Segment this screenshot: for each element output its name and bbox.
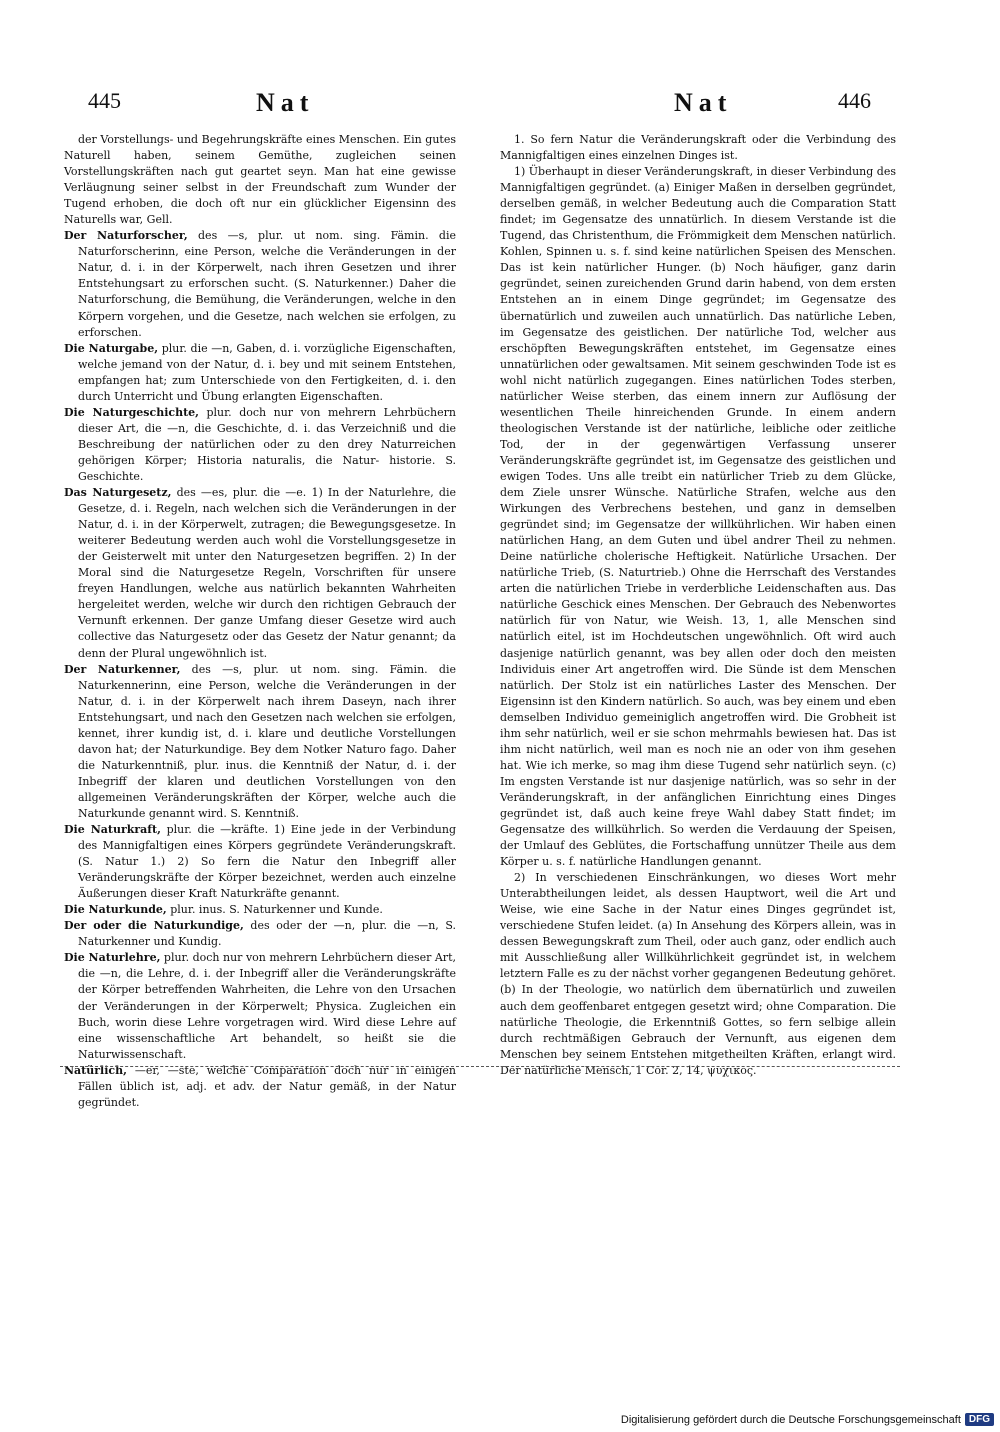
dictionary-entry [64, 1063, 456, 1111]
dictionary-entry [64, 950, 456, 1062]
text-paragraph: 1) Überhaupt in dieser Veränderungskraft, in dieser Verbindung des Mannigfaltigen gegründet. (a) Einiger Maßen in derselben gegründet, derselben gemäß, in welcher Bedeutung auch die Comparation Statt findet; im Gegensatze des unnatürlich. In diesem Verstande ist die Tugend, das Christenthum, die Frömmigkeit dem Menschen natürlich. Kohlen, Spinnen u. s. f. sind keine natürlichen Speisen des Menschen. Das ist kein natürlicher Hunger. (b) Noch häufiger, ganz darin gegründet, seinen zureichenden Grund darin habend, von dem ersten Entstehen an in einem Dinge gegründet; im Gegensatze des übernatürlich und zuweilen auch unnatürlich. Das natürliche Leben, im Gegensatze des geistlichen. Der natürliche Tod, welcher aus erschöpften Bewegungskräften entstehet, im Gegensatze eines unnatürlichen oder gewaltsamen. Mit seinem geschwinden Tode ist es wohl nicht natürlich zugegangen. Eines natürlichen Todes sterben, natürlicher Weise sterben, das einem innern zur Auflösung der wesentlichen Theile hinreichenden Grunde. In einem andern theologischen Verstande ist der natürliche, leibliche oder zeitliche Tod, der in der gegenwärtigen Verfassung unserer Veränderungskräfte gegründet ist, im Gegensatze des geistlichen und ewigen Todes. Uns alle treibt ein natürlicher Trieb zu dem Glücke, dem Ziele unsrer Wünsche. Natürliche Strafen, welche aus den Wirkungen des Verbrechens bestehen, und ganz in demselben gegründet sind; im Gegensatze der willkührlichen. Wir haben einen natürlichen Hang, an dem Guten und übel andrer Theil zu nehmen. Deine natürliche cholerische Heftigkeit. Natürliche Ursachen. Der natürliche Trieb, (S. Naturtrieb.) Ohne die Herrschaft des Verstandes arten die natürlichen Triebe in verderbliche Leidenschaften aus. Das natürliche Geschick eines Menschen. Der Gebrauch des Nebenwortes natürlich für von Natur, wie Weish. 13, 1, alle Menschen sind natürlich eitel, ist im Hochdeutschen ungewöhnlich. Oft wird auch dasjenige natürlich genannt, was bey allen oder doch den meisten Individuis einer Art angetroffen wird. Die Sünde ist dem Menschen natürlich. Der Stolz ist ein natürliches Laster des Menschen. Der Eigensinn ist den Kindern natürlich. So auch, was bey einem und eben demselben Individuo gemeiniglich angetroffen wird. Die Grobheit ist ihm sehr natürlich, weil er sie schon mehrmahls bewiesen hat. Das ist ihm nicht natürlich, weil man es noch nie an oder von ihm gesehen hat. Wie ich merke, so mag ihm diese Tugend sehr natürlich seyn. (c) Im engsten Verstande ist nur dasjenige natürlich, was so sehr in der Veränderungskraft, in der anfänglichen Einrichtung eines Dinges gegründet ist, daß auch keine freye Wahl dabey Statt findet; im Gegensatze des willkührlich. So werden die Verdauung der Speisen, der Umlauf des Geblütes, die Fortschaffung unnützer Theile aus dem Körper u. s. f. natürliche Handlungen genannt. [500, 165, 896, 869]
entry-headword: Der Naturforscher, [64, 229, 188, 243]
entry-definition: plur. doch nur von mehrern Lehrbüchern dieser Art, die —n, die Lehre, d. i. der Inbegriff aller die Veränderungskräfte der Körper betreffenden Wahrheiten, die Lehre von den Ursachen der Veränderungen in der Körperwelt; Physica. Zugleichen ein Buch, worin diese Lehre vorgetragen wird. Wird diese Lehre auf eine wissenschaftliche Art behandelt, so heißt sie die Naturwissenschaft. [78, 951, 456, 1061]
dictionary-entry [64, 485, 456, 662]
dictionary-entry [64, 405, 456, 485]
entry-definition: des —es, plur. die —e. 1) In der Naturlehre, die Gesetze, d. i. Regeln, nach welchen sich die Veränderungen in der Natur, d. i. in der Körperwelt, zutragen; die Bewegungsgesetze. In weiterer Bedeutung werden auch wohl die Vorstellungsgesetze in der Geisterwelt mit unter den Naturgesetzen begriffen. 2) In der Moral sind die Naturgesetze Regeln, Vorschriften für unsere freyen Handlungen, welche aus natürlich bekannten Wahrheiten hergeleitet werden, welche wir durch den richtigen Gebrauch der Vernunft erkennen. Der ganze Umfang dieser Gesetze wird auch collective das Naturgesetz oder das Gesetz der Natur genannt; da denn der Plural ungewöhnlich ist. [78, 486, 456, 660]
running-head: Nat [674, 88, 733, 117]
text-paragraph: 1. So fern Natur die Veränderungskraft oder die Verbindung des Mannigfaltigen eines einzelnen Dinges ist. [500, 133, 896, 163]
entry-definition: des —s, plur. ut nom. sing. Fämin. die Naturkennerinn, eine Person, welche die Veränderungen in der Natur, d. i. in der Körperwelt nach ihrem Daseyn, nach ihrer Entstehungsart, und nach den Gesetzen nach welchen sie erfolgen, kennet, ihrer kundig ist, d. i. klare und deutliche Vorstellungen davon hat; der Naturkundige. Bey dem Notker Naturo fago. Daher die Naturkenntniß, plur. inus. die Kenntniß der Natur, d. i. der Inbegriff der klaren und deutlichen Vorstellungen von den allgemeinen Veränderungskräften der Körper, welche auch die Naturkunde genannt wird. S. Kenntniß. [78, 662, 456, 820]
left-running-head [256, 88, 314, 128]
right-column [500, 132, 896, 1079]
right-running-head [674, 88, 732, 128]
entry-headword: Die Naturlehre, [64, 951, 161, 965]
page-number: 446 [838, 88, 871, 113]
running-head: Nat [256, 88, 315, 117]
dictionary-entry [64, 341, 456, 405]
page-number: 445 [88, 88, 121, 113]
dictionary-entry [64, 902, 456, 918]
dictionary-entry [64, 662, 456, 822]
entry-definition: —er, —ste, welche Comparation doch nur in einigen Fällen üblich ist, adj. et adv. der Natur gemäß, in der Natur gegründet. [78, 1063, 456, 1109]
entry-definition: des oder der —n, plur. die —n, S. Naturkenner und Kundig. [78, 919, 456, 949]
left-column [64, 132, 456, 1111]
entry-headword: Die Naturkunde, [64, 903, 167, 917]
digitization-credit [621, 1413, 994, 1426]
bottom-rule [60, 1066, 900, 1067]
text-paragraph: der Vorstellungs- und Begehrungskräfte eines Menschen. Ein gutes Naturell haben, seinem Gemüthe, zugleichen seinen Vorstellungskräften nach gut geartet seyn. Man hat eine gewisse Verläugnung seiner selbst in der Freundschaft zum Wunder der Tugend erhoben, die doch oft nur ein glücklicher Eigensinn des Naturells war, Gell. [64, 133, 456, 227]
entry-definition: plur. doch nur von mehrern Lehrbüchern dieser Art, die —n, die Geschichte, d. i. das Verzeichniß und die Beschreibung der natürlichen oder zu den drey Naturreichen gehörigen Körper; Historia naturalis, die Natur- historie. S. Geschichte. [78, 405, 456, 483]
left-page-number [88, 88, 121, 128]
dictionary-entry [64, 918, 456, 950]
entry-headword: Die Naturgeschichte, [64, 405, 199, 419]
entry-definition: plur. die —n, Gaben, d. i. vorzügliche Eigenschaften, welche jemand von der Natur, d. i. bey und mit seinem Entstehen, empfangen hat; zum Unterschiede von den Fertigkeiten, d. i. den durch Unterricht und Übung erlangten Eigenschaften. [78, 341, 456, 403]
entry-headword: Die Naturkraft, [64, 823, 161, 837]
dictionary-entry [64, 822, 456, 902]
entry-headword: Die Naturgabe, [64, 341, 159, 355]
dictionary-entry [64, 228, 456, 340]
text-paragraph: 2) In verschiedenen Einschränkungen, wo dieses Wort mehr Unterabtheilungen leidet, als dessen Hauptwort, weil die Art und Weise, wie eine Sache in der Natur eines Dinges gegründet ist, verschiedene Stufen leidet. (a) In Ansehung des Körpers allein, was in dessen Bewegungskraft zum Theil, oder auch ganz, oder endlich auch mit Ausschließung aller Willkührlichkeit gegründet ist, in welchem letztern Falle es zu der nächst vorher gegangenen Bedeutung gehöret. (b) In der Theologie, wo natürlich dem übernatürlich und zuweilen auch dem geoffenbaret entgegen gesetzt wird; ohne Comparation. Die natürliche Theologie, die Erkenntniß Gottes, so fern selbige allein durch rechtmäßigen Gebrauch der Vernunft, aus eigenen dem Menschen bey seinem Entstehen mitgetheilten Kräften, erlangt wird. Der natürliche Mensch, 1 Cor. 2, 14, ψυχικος. [500, 871, 896, 1077]
entry-headword: Der oder die Naturkundige, [64, 919, 244, 933]
entry-headword: Natürlich, [64, 1063, 127, 1077]
entry-headword: Der Naturkenner, [64, 662, 181, 676]
dfg-logo: DFG [965, 1413, 994, 1426]
credit-text: Digitalisierung gefördert durch die Deutsche Forschungsgemeinschaft [620, 1413, 961, 1426]
entry-definition: plur. inus. S. Naturkenner und Kunde. [166, 903, 383, 917]
entry-definition: des —s, plur. ut nom. sing. Fämin. die Naturforscherinn, eine Person, welche die Veränderungen in der Natur, d. i. in der Körperwelt, nach ihren Gesetzen und ihrer Entstehungsart zu erforschen sucht. (S. Naturkenner.) Daher die Naturforschung, die Bemühung, die Veränderungen, welche in den Körpern vorgehen, und die Gesetze, nach welchen sie erfolgen, zu erforschen. [78, 229, 456, 339]
right-page-number [838, 88, 871, 128]
entry-definition: plur. die —kräfte. 1) Eine jede in der Verbindung des Mannigfaltigen eines Körpers gegründete Veränderungskraft. (S. Natur 1.) 2) So fern die Natur den Inbegriff aller Veränderungskräfte der Körper bezeichnet, werden auch einzelne Äußerungen dieser Kraft Naturkräfte genannt. [78, 823, 456, 901]
entry-headword: Das Naturgesetz, [64, 486, 172, 500]
